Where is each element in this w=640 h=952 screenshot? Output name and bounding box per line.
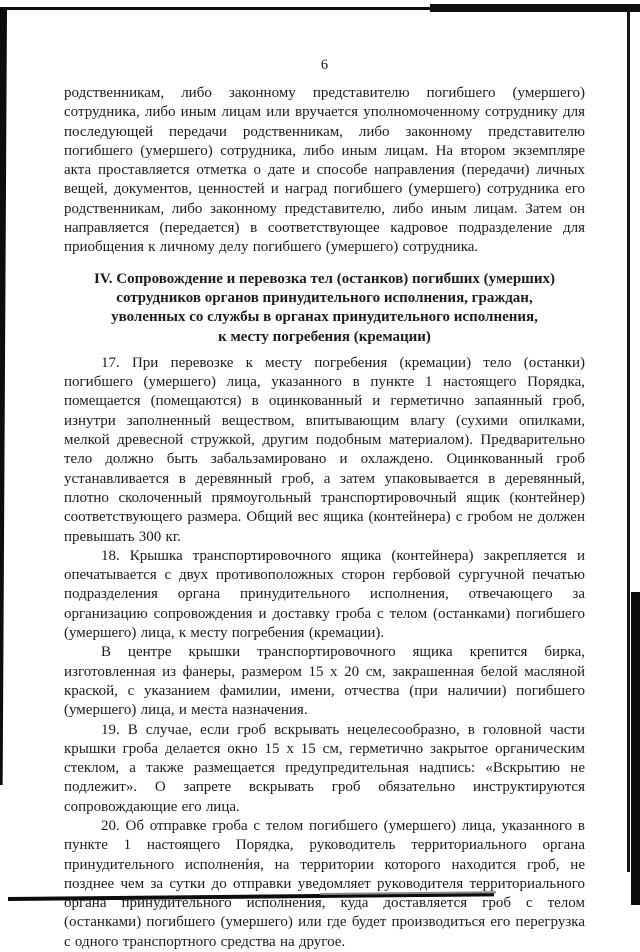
section-heading-line-4: к месту погребения (кремации) — [218, 328, 431, 345]
paragraph-17: 17. При перевозке к месту погребения (кремации) тело (останки) погибшего (умершего) лица, указанного в пункте 1 настоящего Порядка, помещается (помещаются) в оцинкованный и герметично запаянный гроб, изнутри заполненный веществом, впитывающим влагу (сухими опилками, мелкой древесной стружкой, другим подобным материалом). Предварительно тело должно быть забальзамировано и охлаждено. Оцинкованный гроб устанавливается в деревянный гроб, а затем упаковывается в деревянный, плотно сколоченный прямоугольный транспортировочный ящик (контейнер) соответствующего размера. Общий вес ящика (контейнера) с гробом не должен превышать 300 кг. — [64, 354, 585, 545]
scan-border-top-left-segment — [0, 7, 448, 10]
page-number: 6 — [320, 57, 329, 73]
scan-border-top-right-segment — [430, 4, 640, 12]
paragraph-18: 18. Крышка транспортировочного ящика (контейнера) закрепляется и опечатывается с двух противоположных сторон гербовой сургучной печатью подразделения органа принудительного исполнения, отвечающего за организацию сопровождения и доставку гроба с телом (останками) погибшего (умершего) лица, к месту погребения (кремации). — [64, 547, 585, 642]
paragraph-continuation: родственникам, либо законному представителю погибшего (умершего) сотрудника, либо иным лицам или вручается уполномоченному сотруднику для последующей передачи родственникам, либо законному представителю погибшего (умершего) сотрудника, либо иным лицам. На втором экземпляре акта проставляется отметка о дате и способе направления (передачи) личных вещей, документов, ценностей и наград погибшего (умершего) сотрудника его родственникам, либо законному представителю, либо иным лицам. Затем он направляется (передается) в соответствующее кадровое подразделение для приобщения к личному делу погибшего (умершего) сотрудника. — [64, 85, 585, 256]
section-heading-line-3: уволенных со службы в органах принудительного исполнения, — [111, 309, 538, 326]
scan-border-right-line — [627, 6, 630, 872]
scan-border-right-bar — [631, 592, 640, 905]
paragraph-18-continuation: В центре крышки транспортировочного ящика крепится бирка, изготовленная из фанеры, размером 15 х 20 см, закрашенная белой масляной краской, с указанием фамилии, имени, отчества (при наличии) погибшего (умершего) лица, и места назначения. — [64, 644, 585, 719]
section-heading-line-2: сотрудников органов принудительного исполнения, граждан, — [116, 289, 533, 306]
section-heading-iv — [64, 270, 585, 347]
document-page — [64, 84, 585, 952]
paragraph-20: 20. Об отправке гроба с телом погибшего (умершего) лица, указанного в пункте 1 настоящего Порядка, руководитель территориального органа принудительного исполнения, на территории которого находится гроб, не позднее чем за сутки до отправки уведомляет руководителя территориального органа принудительного исполнения, куда доставляется гроб с телом (останками) погибшего (умершего) или где будет производиться его перегрузка с одного транспортного средства на другое. — [64, 817, 585, 950]
scan-border-left-bar — [0, 7, 7, 785]
paragraph-19: 19. В случае, если гроб вскрывать нецелесообразно, в головной части крышки гроба делается окно 15 х 15 см, герметично закрытое органическим стеклом, а также размещается предупредительная надпись: «Вскрытию не подлежит». О запрете вскрывать гроб обязательно инструктируются сопровождающие его лица. — [64, 721, 585, 815]
section-heading-line-1: IV. Сопровождение и перевозка тел (останков) погибших (умерших) — [94, 270, 555, 287]
